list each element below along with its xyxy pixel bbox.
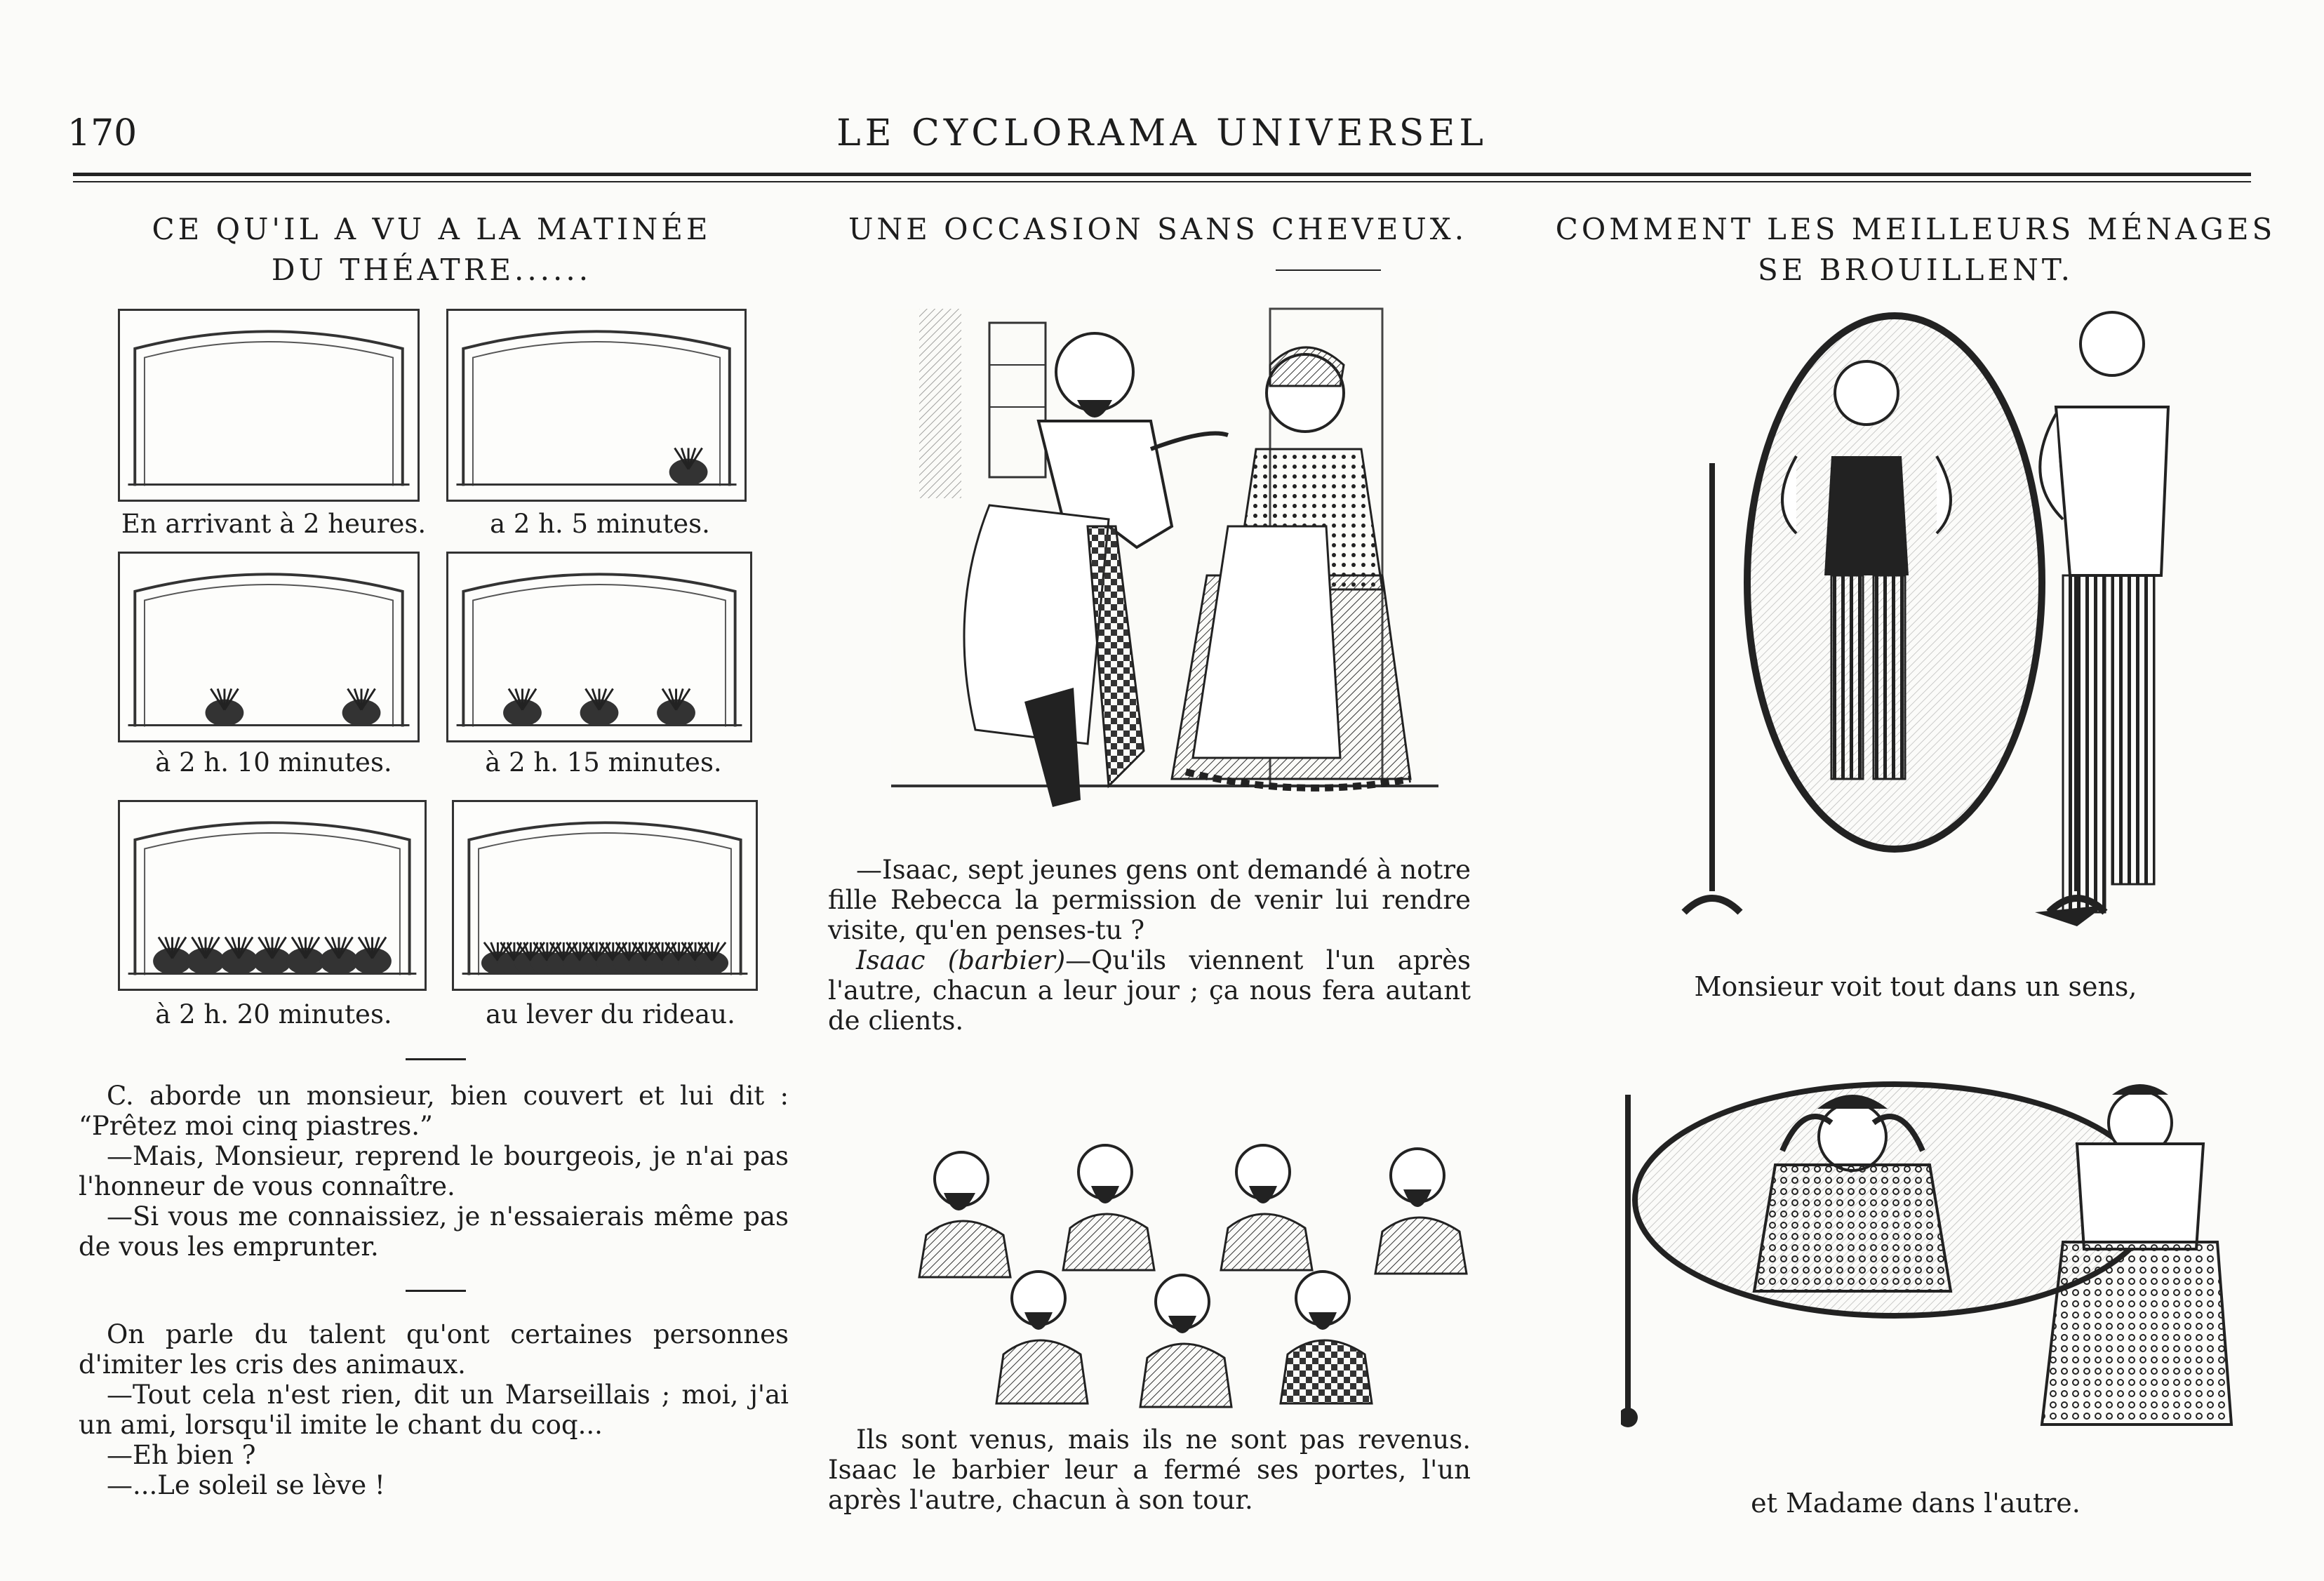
right-title-line1: COMMENT LES MEILLEURS MÉNAGES [1555, 212, 2276, 246]
separator-rule-1 [406, 1058, 466, 1060]
bald-suitors-drawing [891, 1137, 1495, 1410]
stage-drawing-2 [448, 311, 744, 500]
stage-drawing-1 [120, 311, 418, 500]
mirror-monsieur-illustration [1656, 309, 2189, 961]
stage-drawing-6 [454, 802, 756, 989]
barber-scene-drawing [877, 295, 1452, 828]
barber-illustration [877, 295, 1452, 828]
left-title-line2: DU THÉATRE...... [271, 253, 592, 287]
panel-caption-2: a 2 h. 5 minutes. [490, 509, 710, 539]
theatre-panel-6 [452, 800, 758, 991]
barber-dialogue [828, 855, 1471, 1036]
panel-caption-4: à 2 h. 15 minutes. [485, 747, 722, 778]
dialogue-isaac [828, 945, 1471, 1036]
theatre-panel-4 [446, 552, 752, 742]
joke-one-line-1: C. aborde un monsieur, bien couvert et lui dit : “Prêtez moi cinq piastres.” [79, 1081, 789, 1141]
mirror-madame-illustration [1621, 1074, 2238, 1439]
left-title-line1: CE QU'IL A VU A LA MATINÉE [152, 212, 712, 246]
barber-caption [828, 1425, 1471, 1515]
panel-caption-1: En arrivant à 2 heures. [121, 509, 427, 539]
barber-caption-text: Ils sont venus, mais ils ne sont pas revenus. Isaac le barbier leur a fermé ses portes, l'un après l'autre, chacun à son tour. [828, 1425, 1471, 1515]
joke-two-line-1: On parle du talent qu'ont certaines personnes d'imiter les cris des animaux. [79, 1319, 789, 1380]
header-rule-thin [73, 181, 2251, 182]
joke-two [79, 1319, 789, 1500]
joke-one-line-2: —Mais, Monsieur, reprend le bourgeois, je n'ai pas l'honneur de vous connaître. [79, 1141, 789, 1201]
joke-two-line-3: —Eh bien ? [107, 1440, 256, 1470]
middle-title-rule [1276, 269, 1381, 271]
separator-rule-2 [406, 1290, 466, 1292]
suitors-illustration [891, 1137, 1495, 1410]
page-number: 170 [67, 112, 138, 154]
running-head: LE CYCLORAMA UNIVERSEL [836, 112, 1488, 154]
dialogue-isaac-text: —Qu'ils viennent l'un après l'autre, chacun a leur jour ; ça nous fera autant de clients. [828, 945, 1471, 1036]
joke-two-line-2: —Tout cela n'est rien, dit un Marseillais ; moi, j'ai un ami, lorsqu'il imite le chant du coq... [79, 1380, 789, 1440]
joke-one [79, 1081, 789, 1262]
panel-caption-6: au lever du rideau. [486, 999, 735, 1029]
proscenium-arch [135, 331, 402, 486]
theatre-panel-5 [118, 800, 427, 991]
right-column-title [1551, 209, 2280, 291]
stage-drawing-4 [448, 554, 750, 740]
stage-drawing-5 [120, 802, 425, 989]
theatre-panel-3 [118, 552, 420, 742]
joke-two-line-4: —...Le soleil se lève ! [107, 1470, 385, 1500]
panel-caption-5: à 2 h. 20 minutes. [155, 999, 392, 1029]
panel-caption-3: à 2 h. 10 minutes. [155, 747, 392, 778]
stage-drawing-3 [120, 554, 418, 740]
monsieur-mirror-drawing [1656, 309, 2189, 961]
proscenium-inner-arch [145, 342, 393, 486]
theatre-panel-1 [118, 309, 420, 502]
madame-caption: et Madame dans l'autre. [1751, 1488, 2081, 1519]
dialogue-wife: —Isaac, sept jeunes gens ont demandé à notre fille Rebecca la permission de venir lui rendre visite, qu'en penses-tu ? [828, 855, 1471, 945]
madame-mirror-drawing [1621, 1074, 2238, 1439]
header-rule-thick [73, 173, 2251, 176]
joke-one-line-3: —Si vous me connaissiez, je n'essaierais même pas de vous les emprunter. [79, 1201, 789, 1262]
monsieur-caption: Monsieur voit tout dans un sens, [1694, 971, 2137, 1002]
middle-column-title: UNE OCCASION SANS CHEVEUX. [848, 212, 1468, 246]
theatre-panel-2 [446, 309, 747, 502]
left-column-title [84, 209, 779, 291]
speaker-label: Isaac (barbier) [856, 945, 1066, 975]
right-title-line2: SE BROUILLENT. [1757, 253, 2074, 287]
